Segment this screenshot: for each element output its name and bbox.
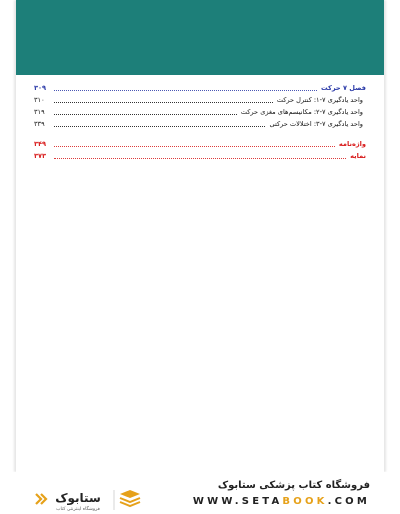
store-name: فروشگاه کتاب پزشکی ستابوک — [217, 480, 370, 491]
setabook-logo — [34, 486, 144, 512]
chevron-icon — [36, 494, 41, 504]
book-icon — [120, 490, 140, 506]
toc-chapter-title: فصل ۷ حرکت — [321, 84, 366, 92]
toc-index-entry[interactable] — [34, 150, 366, 162]
toc-unit-title: واحد یادگیری ۷-۱: کنترل حرکت — [276, 96, 363, 104]
toc-page-number: ۳۷۳ — [34, 152, 47, 160]
toc-index-title: نمایه — [350, 152, 366, 160]
toc-glossary-entry[interactable] — [34, 138, 366, 150]
toc-page-number: ۳۴۹ — [34, 140, 47, 148]
dot-leader — [54, 102, 273, 103]
store-url[interactable]: WWW.SETABOOK.COM — [192, 496, 370, 507]
toc-unit-entry[interactable] — [34, 118, 366, 130]
toc-glossary-title: واژه‌نامه — [338, 140, 366, 148]
dot-leader — [54, 146, 335, 147]
toc-page-number: ۳۱۰ — [34, 96, 45, 104]
logo-wordmark: ستابوک — [55, 491, 101, 505]
logo-subtext: فروشگاه اینترنتی کتاب — [56, 507, 100, 512]
header-band — [16, 0, 384, 75]
toc-unit-entry[interactable] — [34, 106, 366, 118]
toc-unit-entry[interactable] — [34, 94, 366, 106]
store-footer — [0, 472, 400, 514]
toc-page-number: ۳۰۹ — [34, 84, 47, 92]
dot-leader — [54, 90, 317, 91]
dot-leader — [54, 126, 265, 127]
dot-leader — [54, 158, 346, 159]
dot-leader — [54, 114, 237, 115]
table-of-contents — [34, 82, 366, 162]
toc-page-number: ۳۱۹ — [34, 108, 45, 116]
toc-unit-title: واحد یادگیری ۷-۳: اختلالات حرکتی — [269, 120, 363, 128]
toc-chapter-entry[interactable] — [34, 82, 366, 94]
toc-unit-title: واحد یادگیری ۷-۲: مکانیسم‌های مغزی حرکت — [240, 108, 363, 116]
toc-page-number: ۳۳۹ — [34, 120, 45, 128]
